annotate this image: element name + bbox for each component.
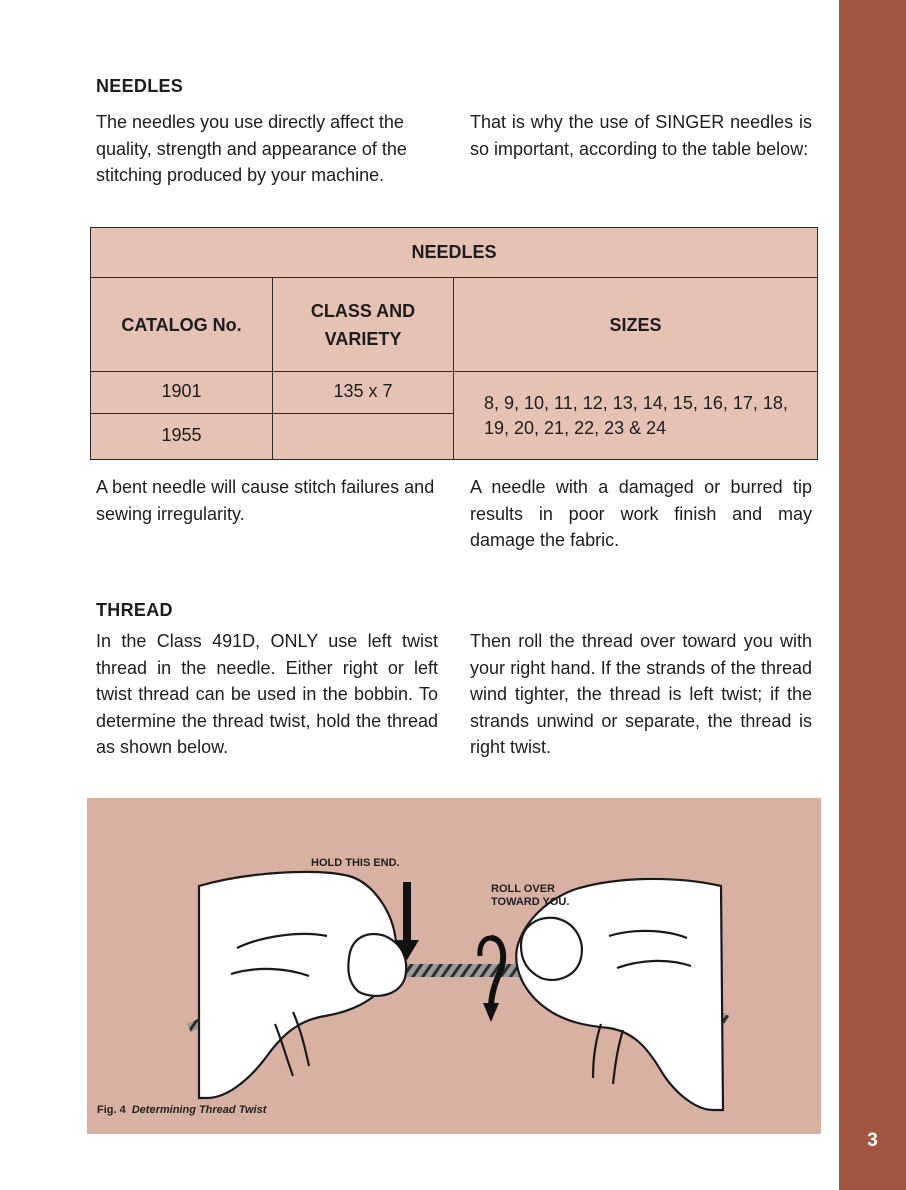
table-row	[91, 372, 818, 414]
damaged-tip-note: A needle with a damaged or burred tip results in poor work finish and may damage the fabric.	[470, 477, 812, 550]
page-edge-bar	[839, 0, 906, 1190]
needles-intro-left: The needles you use directly affect the quality, strength and appearance of the stitching produced by your machine.	[96, 112, 407, 185]
left-hand	[199, 872, 406, 1098]
thread-heading: THREAD	[96, 600, 173, 620]
roll-over-arrow-icon	[480, 938, 503, 1022]
class-variety-cell: 135 x 7	[273, 372, 454, 414]
col-class-header: CLASS AND VARIETY	[273, 278, 454, 372]
roll-over-label: ROLL OVER TOWARD YOU.	[491, 883, 570, 908]
col-sizes-header: SIZES	[454, 278, 818, 372]
sizes-cell: 8, 9, 10, 11, 12, 13, 14, 15, 16, 17, 18, 19, 20, 21, 22, 23 & 24	[454, 372, 818, 460]
catalog-cell: 1955	[91, 414, 273, 460]
thread-twist-figure	[87, 798, 821, 1134]
hands-thread-illustration	[87, 798, 821, 1134]
thread-text-left: In the Class 491D, ONLY use left twist thread in the needle. Either right or left twist thread can be used in the bobbin. To determine the thread twist, hold the thread as shown below.	[96, 631, 438, 757]
needles-heading: NEEDLES	[96, 76, 184, 96]
bent-needle-note: A bent needle will cause stitch failures and sewing irregularity.	[96, 477, 435, 524]
figure-title: Determining Thread Twist	[131, 1104, 267, 1116]
table-title: NEEDLES	[91, 228, 818, 278]
needles-intro-right: That is why the use of SINGER needles is so important, according to the table below:	[470, 112, 812, 159]
catalog-cell: 1901	[91, 372, 273, 414]
right-hand	[516, 879, 723, 1110]
page-number: 3	[867, 1130, 878, 1151]
needles-table	[90, 227, 818, 460]
hold-end-label: HOLD THIS END.	[311, 857, 400, 869]
figure-caption	[97, 1104, 266, 1116]
thread-text-right: Then roll the thread over toward you with your right hand. If the strands of the thread wind tighter, the thread is left twist; if the strands unwind or separate, the thread is right twist.	[470, 631, 812, 757]
figure-number: Fig. 4	[97, 1104, 126, 1116]
class-variety-cell	[273, 414, 454, 460]
col-catalog-header: CATALOG No.	[91, 278, 273, 372]
